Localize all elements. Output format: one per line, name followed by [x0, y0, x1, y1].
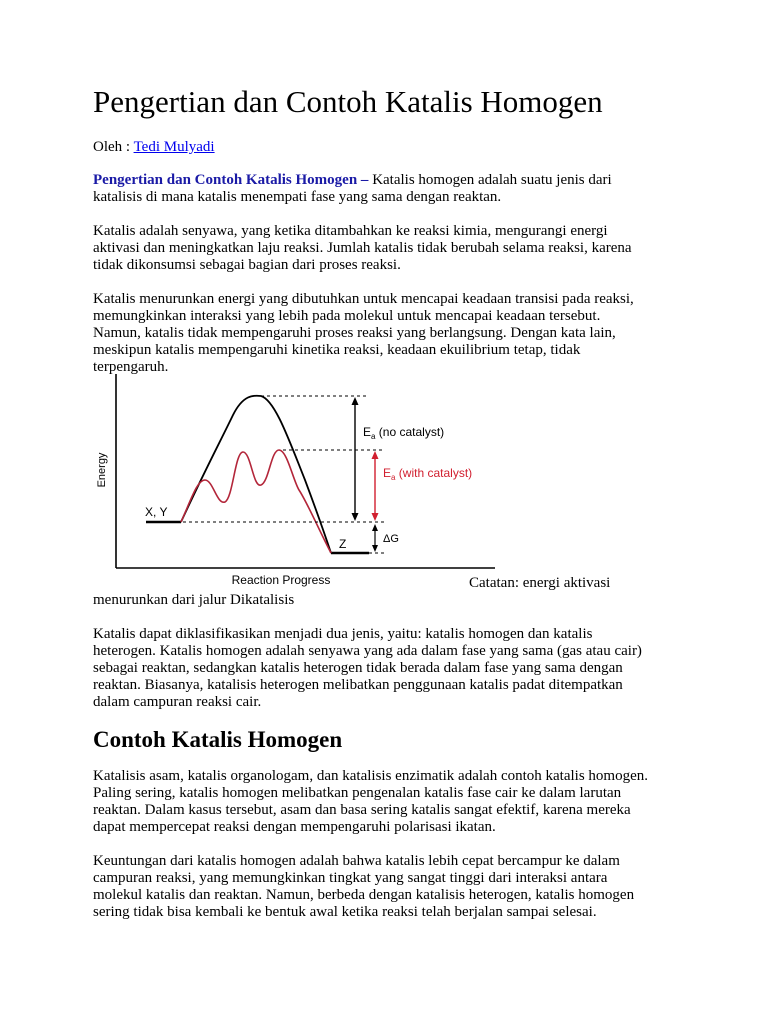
intro-text: Katalis homogen adalah suatu jenis dari katalisis di mana katalis menempati fase yang sama dengan reaktan.: [93, 172, 612, 205]
intro-paragraph: [93, 172, 649, 206]
paragraph-5: Katalisis asam, katalis organologam, dan katalisis enzimatik adalah contoh katalis homogen. Paling sering, katalis homogen melibatkan pengenalan katalis fase cair ke dalam larutan reaktan. Dalam kasus tersebut, asam dan basa sering katalis sangat efektif, karena mereka dapat mempercepat reaksi dengan mempengaruhi polarisasi ikatan.: [93, 768, 648, 835]
byline: [93, 139, 215, 156]
section-heading: Contoh Katalis Homogen: [93, 727, 343, 752]
delta-g-label: ΔG: [383, 533, 399, 545]
byline-prefix: Oleh :: [93, 139, 134, 155]
reactants-label: X, Y: [145, 505, 168, 519]
uncatalyzed-curve: [181, 396, 331, 553]
intro-lead: Pengertian dan Contoh Katalis Homogen –: [93, 172, 373, 188]
catalyzed-curve: [181, 450, 331, 553]
author-link[interactable]: Tedi Mulyadi: [133, 139, 215, 155]
paragraph-4: Katalis dapat diklasifikasikan menjadi dua jenis, yaitu: katalis homogen dan katalis heterogen. Katalis homogen adalah senyawa yang ada dalam fase yang sama (gas atau cair) sebagai reaktan, sedangkan katalis heterogen tidak berada dalam fase yang sama dengan reaktan. Biasanya, katalisis heterogen melibatkan penggunaan katalis padat ditempatkan dalam campuran reaksi cair.: [93, 626, 642, 710]
energy-diagram: [93, 370, 495, 592]
ea-no-catalyst-label: $E_a$ (no catalyst): [363, 425, 445, 441]
ea-with-catalyst-label: $E_a$ (with catalyst): [383, 466, 473, 482]
product-label: Z: [339, 537, 347, 551]
energy-diagram-svg: [93, 370, 495, 592]
figure-caption-line1: Catatan: energi aktivasi: [469, 575, 611, 591]
x-axis-label: Reaction Progress: [231, 573, 331, 587]
figure-caption-line2: menurunkan dari jalur Dikatalisis: [93, 592, 295, 608]
paragraph-3: Katalis menurunkan energi yang dibutuhkan untuk mencapai keadaan transisi pada reaksi, memungkinkan interaksi yang lebih pada molekul untuk mencapai keadaan tersebut. Namun, katalis tidak mempengaruhi proses reaksi yang berlangsung. Dengan kata lain, meskipun katalis mempengaruhi kinetika reaksi, keadaan ekuilibrium tetap, tidak terpengaruh.: [93, 291, 634, 375]
paragraph-2: Katalis adalah senyawa, yang ketika ditambahkan ke reaksi kimia, mengurangi energi aktivasi dan meningkatkan laju reaksi. Jumlah katalis tidak berubah selama reaksi, karena tidak dikonsumsi sebagai bagian dari proses reaksi.: [93, 223, 632, 273]
y-axis-label: Energy: [96, 452, 108, 488]
paragraph-6: Keuntungan dari katalis homogen adalah bahwa katalis lebih cepat bercampur ke dalam campuran reaksi, yang memungkinkan tingkat yang sangat tinggi dari interaksi antara molekul katalis dan reaktan. Namun, berbeda dengan katalisis heterogen, katalis homogen sering tidak bisa kembali ke bentuk awal ketika reaksi telah berjalan sampai selesai.: [93, 853, 635, 920]
page-title: Pengertian dan Contoh Katalis Homogen: [93, 84, 603, 119]
